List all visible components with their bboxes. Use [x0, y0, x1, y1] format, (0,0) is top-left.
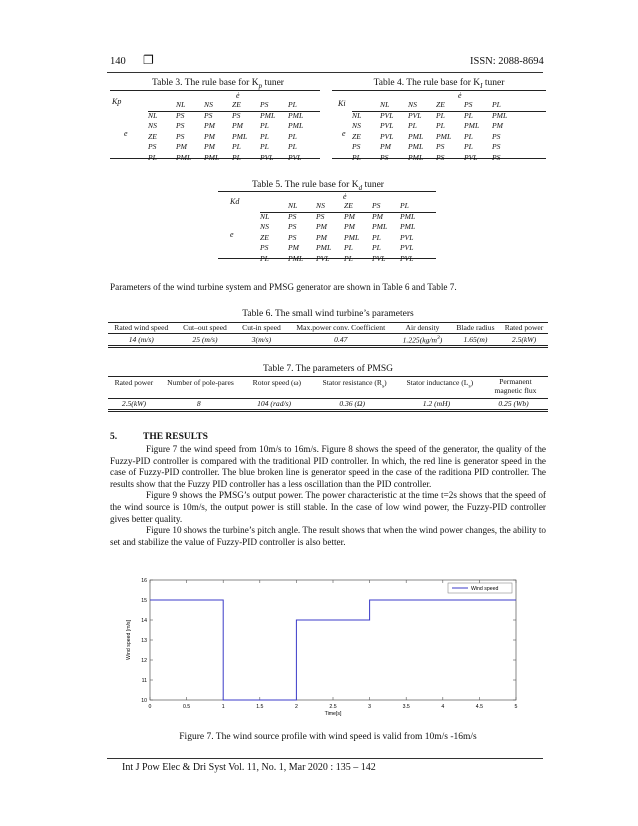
- table5: [218, 191, 436, 263]
- rule-cell: PS: [176, 121, 185, 131]
- rule-cell: PML: [464, 121, 480, 131]
- rule-cell: PVL: [316, 253, 330, 263]
- t7-value: 0.25 (Wb): [498, 399, 529, 408]
- y-tick-label: 11: [141, 678, 147, 684]
- t7-value: 0.36 (Ω): [339, 399, 366, 408]
- t7-value: 1.2 (mH): [422, 399, 451, 408]
- page-number: 140: [110, 56, 126, 67]
- table3-caption: Table 3. The rule base for $K_p$ tuner: [152, 78, 284, 90]
- rule-cell: PL: [260, 142, 269, 152]
- rule-cell: PVL: [400, 253, 414, 263]
- rule-cell: PL: [436, 110, 445, 120]
- rule-cell: PML: [436, 131, 452, 141]
- rule-cell: PML: [372, 222, 388, 232]
- wind-speed-chart: [112, 572, 532, 720]
- footer-rule: [107, 758, 543, 759]
- t7-header: Number of pole-pares: [167, 378, 234, 387]
- rule-cell: PL: [464, 110, 473, 120]
- rule-row-label: ZE: [148, 131, 157, 141]
- t6-value-density: $1.225(kg/m^3)$: [402, 335, 443, 345]
- rule-cell: PVL: [372, 253, 386, 263]
- rule-cell: PVL: [400, 243, 414, 253]
- y-tick-label: 16: [141, 578, 147, 584]
- t7-header: Rotor speed (ω): [252, 378, 302, 387]
- table7-grid: [108, 377, 548, 395]
- rule-cell: PML: [288, 121, 304, 131]
- t6-value: 1.65(m): [463, 334, 488, 344]
- rule-cell: PML: [408, 131, 424, 141]
- table4: [332, 90, 546, 162]
- table3-edot: ė: [236, 91, 240, 100]
- rule-cell: PL: [408, 121, 417, 131]
- table3: [110, 90, 320, 162]
- rule-col-header: ZE: [232, 100, 241, 109]
- rule-cell: PM: [372, 211, 383, 221]
- rule-col-header: NS: [316, 201, 325, 210]
- section-number: 5.: [110, 432, 118, 442]
- box-icon: ❐: [143, 53, 154, 67]
- rule-cell: PVL: [380, 131, 394, 141]
- rule-cell: PML: [316, 243, 332, 253]
- rule-cell: PL: [288, 142, 297, 152]
- t6-header: Blade radius: [456, 323, 495, 332]
- t6-value: 2.5(kW): [511, 334, 537, 344]
- rule-row-label: PL: [148, 152, 157, 162]
- paragraph: Figure 7 the wind speed from 10m/s to 16m/s. Figure 8 shows the speed of the generator, the quality of the Fuzzy-PID controller is compared with the traditional PID controller. In which, the red line is generator speed in the case of Fuzzy-PID controller. The blue broken line is generator speed in the case of the raditiona PID controller. The results show that the Fuzzy PID controller has a less oscillation than the PID controller.: [110, 444, 546, 489]
- rule-cell: PS: [492, 142, 501, 152]
- rule-cell: PM: [232, 121, 243, 131]
- rule-row-label: PS: [260, 243, 269, 253]
- t6-header: Air density: [405, 323, 440, 332]
- legend-label: Wind speed: [471, 586, 499, 592]
- rule-cell: PVL: [380, 121, 394, 131]
- table6-caption: Table 6. The small wind turbine’s parameters: [242, 309, 414, 319]
- section-title: THE RESULTS: [143, 432, 208, 442]
- rule-cell: PM: [492, 121, 503, 131]
- rule-cell: PML: [260, 110, 276, 120]
- paragraph: Figure 10 shows the turbine’s pitch angle. The result shows that when the wind power changes, the ability to set and stabilize the value of Fuzzy-PID controller is also better.: [110, 525, 546, 547]
- rule-cell: PML: [288, 253, 304, 263]
- rule-cell: PL: [436, 121, 445, 131]
- rule-cell: PL: [464, 131, 473, 141]
- t6-value: 14 (m/s): [128, 334, 154, 344]
- x-tick-label: 5: [514, 704, 518, 710]
- rule-row-label: ZE: [260, 232, 269, 242]
- rule-cell: PS: [316, 211, 325, 221]
- rule-cell: PL: [260, 121, 269, 131]
- t7-value: 104 (rad/s): [257, 399, 292, 408]
- table3-grid: [148, 100, 316, 164]
- rule-row-label: PL: [260, 253, 269, 263]
- table4-grid: [352, 100, 520, 164]
- paragraph: Figure 9 shows the PMSG’s output power. The power characteristic at the time t=2s shows that the speed of the wind source is 10m/s, the output power is still stable. In the case of low wind power, the Fuzzy-PID controller gives better quality.: [110, 490, 546, 524]
- rule-cell: PM: [344, 222, 355, 232]
- rule-cell: PS: [436, 142, 445, 152]
- rule-cell: PML: [288, 110, 304, 120]
- rule-cell: PL: [232, 142, 241, 152]
- rule-col-header: PL: [288, 100, 297, 109]
- table7-caption: Table 7. The parameters of PMSG: [262, 364, 394, 374]
- t6-value: 0.47: [334, 334, 348, 344]
- t7-value: 8: [196, 399, 201, 408]
- rule-row-label: NS: [148, 121, 157, 131]
- rule-cell: PS: [176, 110, 185, 120]
- t7-header: Rated power: [114, 378, 154, 387]
- rule-row-label: NS: [352, 121, 361, 131]
- x-tick-label: 4.5: [475, 704, 484, 710]
- rule-cell: PM: [380, 142, 391, 152]
- table6-grid: [108, 322, 548, 346]
- t6-value: 3(m/s): [251, 334, 272, 344]
- rule-cell: PS: [436, 152, 445, 162]
- table5-corner: Kd: [230, 197, 240, 206]
- x-tick-label: 0: [148, 704, 152, 710]
- t6-header: Max.power conv. Coefficient: [296, 323, 386, 332]
- table4-edot: ė: [458, 91, 462, 100]
- rule-cell: PVL: [288, 152, 302, 162]
- rule-cell: PM: [344, 211, 355, 221]
- x-tick-label: 0.5: [182, 704, 191, 710]
- intro-text: Parameters of the wind turbine system and PMSG generator are shown in Table 6 and Table 7.: [110, 282, 457, 292]
- table5-grid: [260, 201, 428, 265]
- table5-rowvar: e: [230, 230, 234, 239]
- rule-col-header: PL: [400, 201, 409, 210]
- x-tick-label: 4: [441, 704, 445, 710]
- rule-cell: PVL: [400, 232, 414, 242]
- rule-col-header: PS: [464, 100, 473, 109]
- x-tick-label: 3: [368, 704, 372, 710]
- x-tick-label: 3.5: [402, 704, 410, 710]
- rule-cell: PVL: [380, 110, 394, 120]
- rule-col-header: PL: [492, 100, 501, 109]
- rule-cell: PL: [464, 142, 473, 152]
- rule-cell: PM: [204, 142, 215, 152]
- rule-row-label: PL: [352, 152, 361, 162]
- t7-header: Permanent magnetic flux: [494, 377, 537, 395]
- t6-value: 25 (m/s): [192, 334, 218, 344]
- t6-header: Rated power: [504, 323, 544, 332]
- rule-cell: PS: [492, 152, 501, 162]
- table4-rowvar: e: [342, 129, 346, 138]
- y-tick-label: 15: [141, 598, 147, 604]
- rule-row-label: NL: [148, 110, 158, 120]
- rule-col-header: NL: [288, 201, 298, 210]
- rule-cell: PVL: [464, 152, 478, 162]
- rule-cell: PML: [176, 152, 192, 162]
- rule-cell: PL: [232, 152, 241, 162]
- rule-cell: PS: [288, 222, 297, 232]
- rule-cell: PML: [492, 110, 508, 120]
- rule-cell: PS: [288, 232, 297, 242]
- x-axis-label: Time[s]: [324, 711, 342, 717]
- table5-edot: ė: [343, 192, 347, 201]
- t6-header: Rated wind speed: [114, 323, 169, 332]
- figure7-caption: Figure 7. The wind source profile with wind speed is valid from 10m/s -16m/s: [179, 732, 477, 742]
- rule-cell: PM: [204, 121, 215, 131]
- x-tick-label: 1: [221, 704, 225, 710]
- rule-cell: PVL: [408, 110, 422, 120]
- rule-cell: PML: [400, 222, 416, 232]
- table4-caption: Table 4. The rule base for $K_I$ tuner: [373, 78, 505, 90]
- table3-rowvar: e: [124, 129, 128, 138]
- y-tick-label: 13: [141, 638, 147, 644]
- y-tick-label: 10: [141, 698, 147, 704]
- y-tick-label: 14: [141, 618, 147, 624]
- t7-value: 2.5(kW): [121, 399, 147, 408]
- rule-col-header: NS: [408, 100, 417, 109]
- rule-col-header: ZE: [436, 100, 445, 109]
- rule-col-header: NL: [176, 100, 186, 109]
- rule-cell: PL: [344, 243, 353, 253]
- results-body: [110, 444, 546, 548]
- rule-row-label: NL: [260, 211, 270, 221]
- rule-cell: PS: [204, 110, 213, 120]
- rule-cell: PML: [204, 152, 220, 162]
- rule-cell: PM: [204, 131, 215, 141]
- rule-cell: PS: [176, 131, 185, 141]
- rule-cell: PM: [176, 142, 187, 152]
- rule-cell: PML: [232, 131, 248, 141]
- rule-cell: PL: [344, 253, 353, 263]
- rule-cell: PML: [400, 211, 416, 221]
- x-tick-label: 2.5: [329, 704, 337, 710]
- rule-col-header: NL: [380, 100, 390, 109]
- t6-header: Cut–out speed: [183, 323, 227, 332]
- rule-cell: PML: [408, 142, 424, 152]
- table7-values: [108, 398, 548, 409]
- t7-header: Stator resistance $(R_s)$: [322, 378, 387, 390]
- table4-corner: Ki: [338, 99, 346, 108]
- rule-col-header: PS: [260, 100, 269, 109]
- rule-cell: PM: [288, 243, 299, 253]
- t6-header: Cut-in speed: [242, 323, 281, 332]
- rule-cell: PML: [344, 232, 360, 242]
- rule-cell: PS: [380, 152, 389, 162]
- issn: ISSN: 2088-8694: [470, 56, 544, 67]
- y-axis-label: Wind speed [m/s]: [126, 619, 132, 661]
- rule-cell: PL: [372, 243, 381, 253]
- rule-row-label: ZE: [352, 131, 361, 141]
- t7-header: Stator inductance $(L_s)$: [406, 378, 474, 390]
- rule-cell: PL: [260, 131, 269, 141]
- x-tick-label: 1.5: [256, 704, 264, 710]
- rule-col-header: ZE: [344, 201, 353, 210]
- rule-row-label: NL: [352, 110, 362, 120]
- table3-corner: Kp: [112, 97, 122, 106]
- rule-cell: PS: [288, 211, 297, 221]
- rule-cell: PS: [492, 131, 501, 141]
- rule-row-label: PS: [352, 142, 361, 152]
- x-tick-label: 2: [294, 704, 298, 710]
- footer-citation: Int J Pow Elec & Dri Syst Vol. 11, No. 1, Mar 2020 : 135 – 142: [122, 762, 376, 773]
- rule-col-header: PS: [372, 201, 381, 210]
- rule-cell: PL: [288, 131, 297, 141]
- table5-caption: Table 5. The rule base for $K_d$ tuner: [252, 180, 384, 192]
- rule-cell: PVL: [260, 152, 274, 162]
- rule-row-label: NS: [260, 222, 269, 232]
- rule-cell: PL: [372, 232, 381, 242]
- rule-col-header: NS: [204, 100, 213, 109]
- header-rule: [107, 72, 543, 73]
- y-tick-label: 12: [141, 658, 147, 664]
- rule-cell: PM: [316, 222, 327, 232]
- rule-row-label: PS: [148, 142, 157, 152]
- rule-cell: PML: [408, 152, 424, 162]
- rule-cell: PS: [232, 110, 241, 120]
- rule-cell: PM: [316, 232, 327, 242]
